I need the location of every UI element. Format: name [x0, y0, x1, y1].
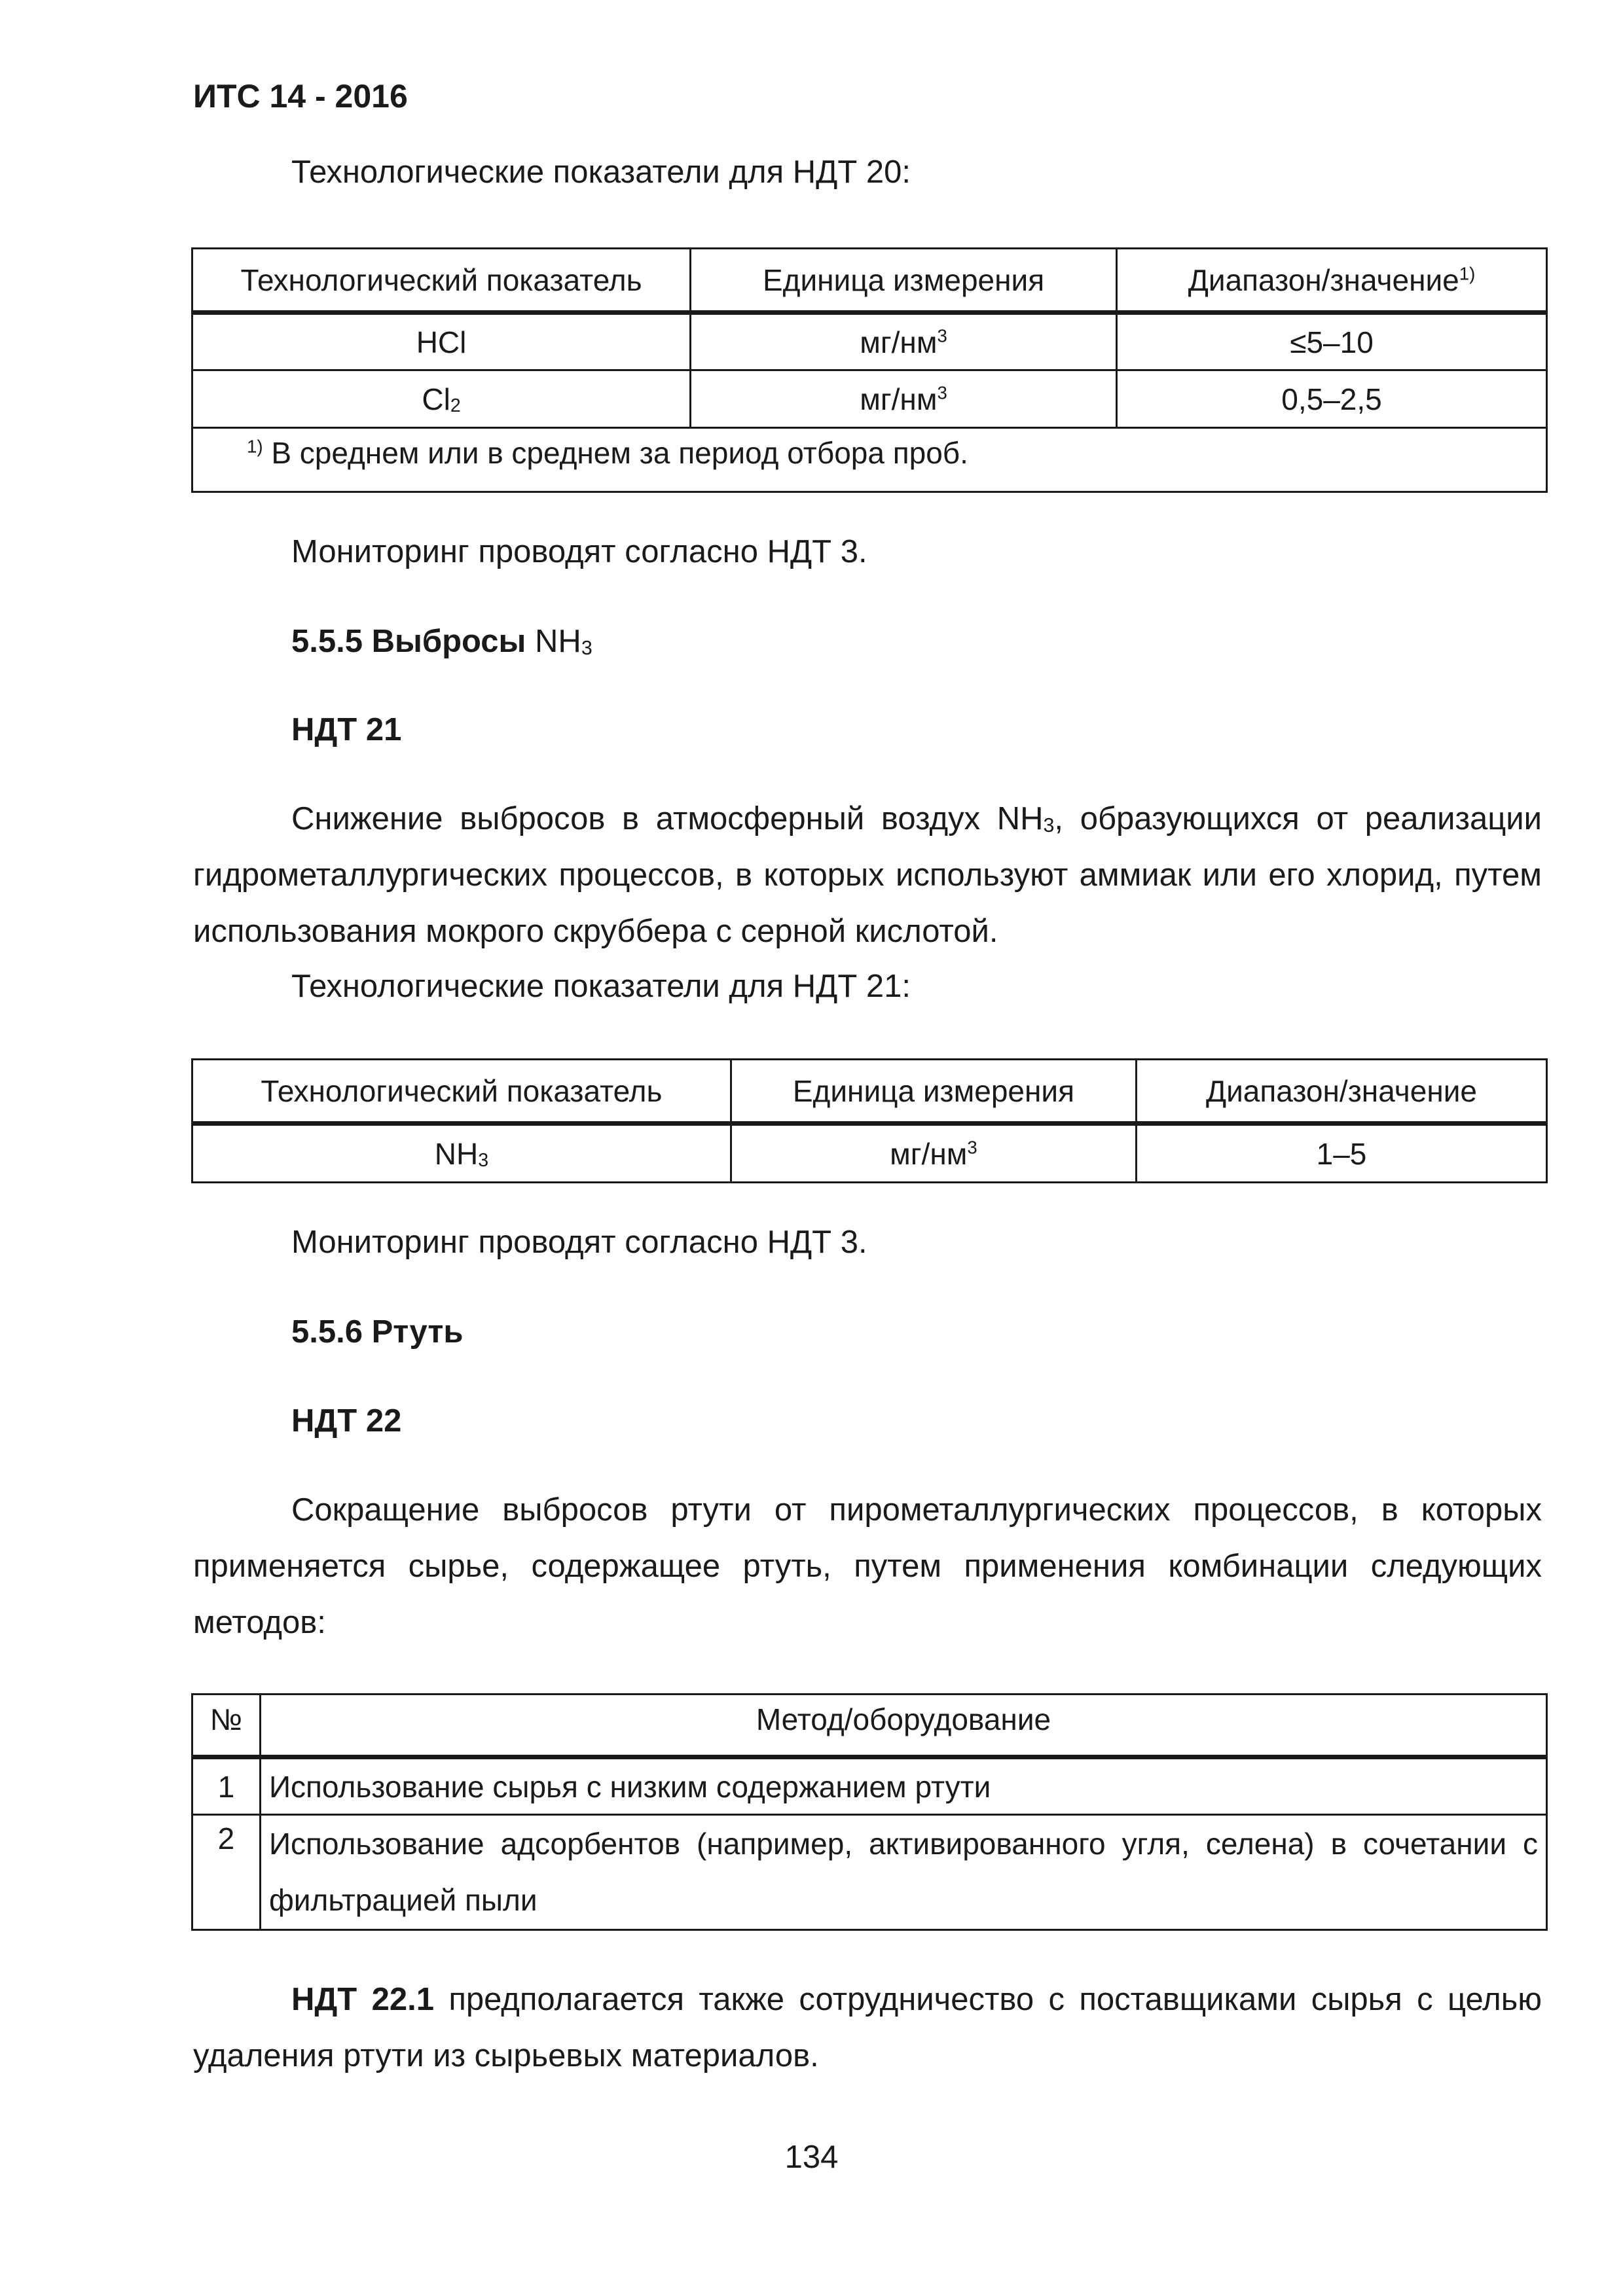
monitoring-note: Мониторинг проводят согласно НДТ 3.	[291, 1225, 867, 1260]
table-header-row	[192, 1060, 1547, 1124]
section-heading-555: 5.5.5 Выбросы $NH_3$	[291, 624, 593, 659]
cell-indicator: HCl	[192, 313, 691, 370]
ndt21-description: Снижение выбросов в атмосферный воздух $NH_3$, образующихся от реализации гидрометаллургических процессов, в которых используют аммиак или его хлорид, путем использования мокрого скруббера с серной кислотой.	[193, 801, 1542, 949]
cell-indicator: $Cl_2$	[192, 370, 691, 428]
column-header-unit: Единица измерения	[731, 1060, 1136, 1124]
page-number: 134	[784, 2140, 839, 2175]
column-header-indicator: Технологический показатель	[192, 249, 691, 313]
table-footnote: $^{1)}$ В среднем или в среднем за период отбора проб.	[192, 428, 1547, 492]
table-ndt22-methods	[191, 1693, 1548, 1931]
ndt221-paragraph: НДТ 22.1 предполагается также сотрудничество с поставщиками сырья с целью удаления ртути из сырьевых материалов.	[193, 1982, 1542, 2073]
column-header-range: Диапазон/значение$^{1)}$	[1117, 249, 1547, 313]
table-row	[192, 1124, 1547, 1183]
column-header-method: Метод/оборудование	[260, 1695, 1546, 1757]
section-heading-556: 5.5.6 Ртуть	[291, 1314, 464, 1350]
cell-unit: $мг/нм^3$	[731, 1124, 1136, 1183]
table-row	[192, 1815, 1547, 1930]
table-footnote-row	[192, 428, 1547, 492]
column-header-indicator: Технологический показатель	[192, 1060, 731, 1124]
footnote-marker: 1)	[1459, 263, 1476, 284]
cell-number: 1	[192, 1757, 261, 1815]
cell-unit: $мг/нм^3$	[691, 370, 1117, 428]
ndt221-label: НДТ 22.1	[291, 1982, 434, 2017]
cell-indicator: $NH_3$	[192, 1124, 731, 1183]
cell-unit: $мг/нм^3$	[691, 313, 1117, 370]
cell-value: 1–5	[1136, 1124, 1546, 1183]
cell-method: Использование адсорбентов (например, активированного угля, селена) в сочетании с фильтрацией пыли	[260, 1815, 1546, 1930]
ndt22-description: Сокращение выбросов ртути от пирометаллургических процессов, в которых применяется сырье, содержащее ртуть, путем применения комбинации следующих методов:	[193, 1492, 1542, 1640]
cell-value: 0,5–2,5	[1117, 370, 1547, 428]
ndt22-heading: НДТ 22	[291, 1403, 402, 1439]
table-row	[192, 370, 1547, 428]
table2-intro: Технологические показатели для НДТ 21:	[291, 969, 911, 1004]
column-header-number: №	[192, 1695, 261, 1757]
cell-method: Использование сырья с низким содержанием ртути	[260, 1757, 1546, 1815]
table-header-row	[192, 249, 1547, 313]
cell-value: ≤5–10	[1117, 313, 1547, 370]
table-ndt21-indicators	[191, 1058, 1548, 1183]
table-row	[192, 313, 1547, 370]
table-ndt20-indicators	[191, 247, 1548, 493]
column-header-unit: Единица измерения	[691, 249, 1117, 313]
document-id: ИТС 14 - 2016	[193, 78, 408, 115]
cell-number: 2	[192, 1815, 261, 1930]
table-row	[192, 1757, 1547, 1815]
table1-intro: Технологические показатели для НДТ 20:	[291, 154, 911, 190]
monitoring-note: Мониторинг проводят согласно НДТ 3.	[291, 534, 867, 569]
table-header-row	[192, 1695, 1547, 1757]
ndt21-heading: НДТ 21	[291, 712, 402, 747]
column-header-range: Диапазон/значение	[1136, 1060, 1546, 1124]
